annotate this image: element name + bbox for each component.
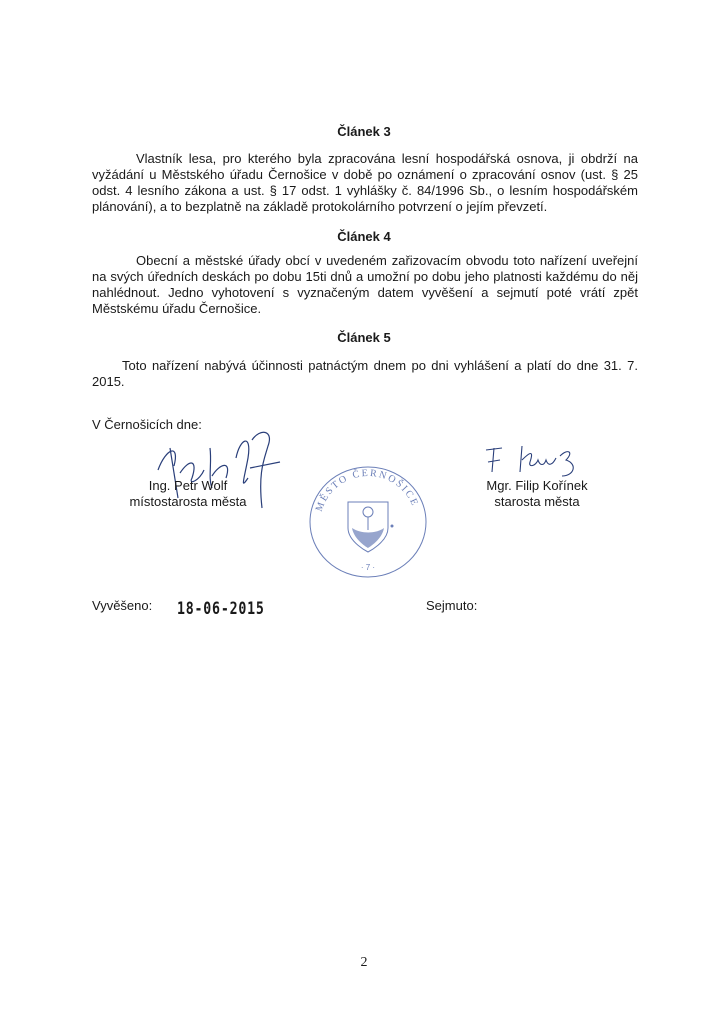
page-number: 2 [360,955,368,970]
article-5-text: Toto nařízení nabývá účinnosti patnáctým dnem po dni vyhlášení a platí do dne 31. 7. 2015. [92,358,638,389]
posted-date-stamp: 18-06-2015 [177,599,265,619]
signatory-right-title: starosta města [494,494,580,509]
article-4-text: Obecní a městské úřady obcí v uvedeném zařizovacím obvodu toto nařízení uveřejní na svých úředních deskách po dobu 15ti dnů a umožní po dobu jeho platnosti každému do něj nahlédnout. Jedno vyhotovení s vyznačeným datem vyvěšení a sejmutí poté vrátí zpět Městskému úřadu Černošice. [92,253,638,316]
article-5-heading: Článek 5 [337,330,391,345]
article-3-paragraph [92,151,638,215]
article-5-paragraph [92,358,638,390]
signatory-left-title: místostarosta města [129,494,247,509]
signatory-left-name: Ing. Petr Wolf [148,478,228,493]
article-3-text: Vlastník lesa, pro kterého byla zpracována lesní hospodářská osnova, ji obdrží na vyžádání u Městského úřadu Černošice v době po oznámení o zpracování osnov (ust. § 25 odst. 4 lesního zákona a ust. § 17 odst. 1 vyhlášky č. 84/1996 Sb., o lesním hospodářském plánování), a to bezplatně na základě protokolárního potvrzení o jejím převzetí. [92,151,638,214]
svg-text:· 7 ·: · 7 · [360,563,376,572]
signatory-left [98,478,278,510]
place-date-line: V Černošicích dne: [92,417,202,432]
removed-label: Sejmuto: [426,598,478,613]
article-4-paragraph [92,253,638,317]
city-seal [306,462,430,580]
seal-text: MĚSTO ČERNOŠICE [313,467,421,514]
signatory-right [462,478,612,510]
article-3-heading: Článek 3 [337,124,391,139]
article-4-heading: Článek 4 [337,229,391,244]
posted-label: Vyvěšeno: [92,598,153,613]
signatory-right-name: Mgr. Filip Kořínek [486,478,588,493]
svg-text:MĚSTO ČERNOŠICE [314,467,421,513]
